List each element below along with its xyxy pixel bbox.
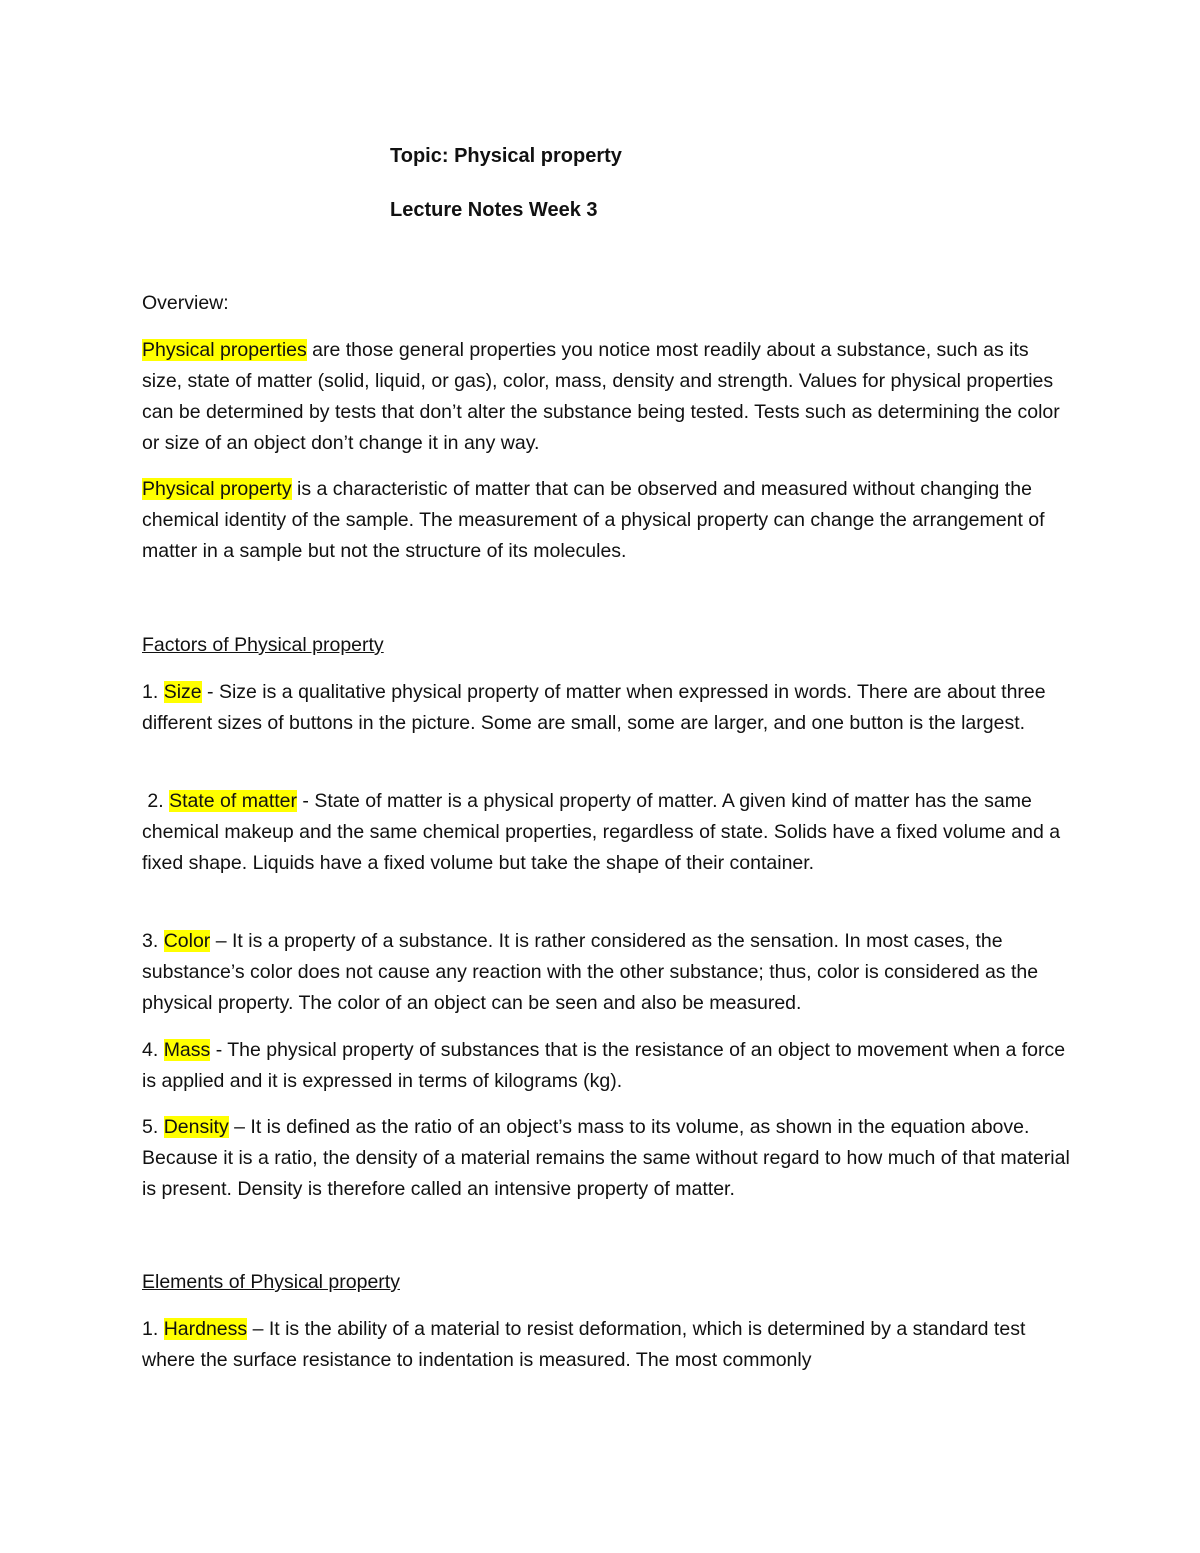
factor-item-state-of-matter [142, 786, 1072, 879]
factor-item-mass [142, 1035, 1072, 1097]
highlighted-term: State of matter [169, 790, 298, 812]
item-number: 2. [142, 790, 170, 812]
factor-item-size [142, 677, 1072, 739]
item-number: 1. [142, 1318, 164, 1340]
highlighted-term: Density [163, 1116, 229, 1138]
overview-paragraph-1 [142, 335, 1072, 459]
factor-item-density [142, 1112, 1072, 1205]
highlighted-term: Color [163, 930, 211, 952]
paragraph-text: are those general properties you notice most readily about a substance, such as its size, state of matter (solid, liquid, or gas), color, mass, density and strength. Values for physical properties can be determined by tests that don’t alter the substance being tested. Tests such as determining the color or size of an object don’t change it in any way. [142, 339, 1060, 454]
document-title-block [390, 140, 750, 226]
item-text: - The physical property of substances that is the resistance of an object to movement when a force is applied and it is expressed in terms of kilograms (kg). [142, 1039, 1066, 1092]
elements-heading: Elements of Physical property [142, 1271, 400, 1293]
element-item-hardness [142, 1314, 1072, 1376]
item-text: - Size is a qualitative physical property of matter when expressed in words. There are about three different sizes of buttons in the picture. Some are small, some are larger, and one button is the largest. [142, 681, 1046, 734]
paragraph-text: is a characteristic of matter that can be observed and measured without changing the chemical identity of the sample. The measurement of a physical property can change the arrangement of matter in a sample but not the structure of its molecules. [142, 478, 1045, 562]
item-text: – It is a property of a substance. It is rather considered as the sensation. In most cases, the substance’s color does not cause any reaction with the other substance; thus, color is considered as the physical property. The color of an object can be seen and also be measured. [142, 930, 1039, 1014]
item-text: - State of matter is a physical property of matter. A given kind of matter has the same chemical makeup and the same chemical properties, regardless of state. Solids have a fixed volume and a fixed shape. Liquids have a fixed volume but take the shape of their container. [142, 790, 1061, 874]
factors-heading: Factors of Physical property [142, 634, 384, 656]
item-text: – It is defined as the ratio of an object’s mass to its volume, as shown in the equation above. Because it is a ratio, the density of a material remains the same without regard to how much of that material is present. Density is therefore called an intensive property of matter. [142, 1116, 1070, 1200]
overview-label: Overview: [142, 292, 229, 314]
highlighted-term: Size [163, 681, 202, 703]
lecture-subtitle: Lecture Notes Week 3 [390, 199, 598, 221]
highlighted-term: Mass [163, 1039, 211, 1061]
item-number: 1. [142, 681, 164, 703]
item-text: – It is the ability of a material to resist deformation, which is determined by a standard test where the surface resistance to indentation is measured. The most commonly [142, 1318, 1026, 1371]
item-number: 4. [142, 1039, 164, 1061]
highlighted-term: Physical properties [142, 339, 307, 361]
highlighted-term: Physical property [142, 478, 292, 500]
item-number: 3. [142, 930, 164, 952]
highlighted-term: Hardness [163, 1318, 248, 1340]
factor-item-color [142, 926, 1072, 1019]
item-number: 5. [142, 1116, 164, 1138]
topic-title: Topic: Physical property [390, 145, 622, 167]
overview-paragraph-2 [142, 474, 1072, 567]
